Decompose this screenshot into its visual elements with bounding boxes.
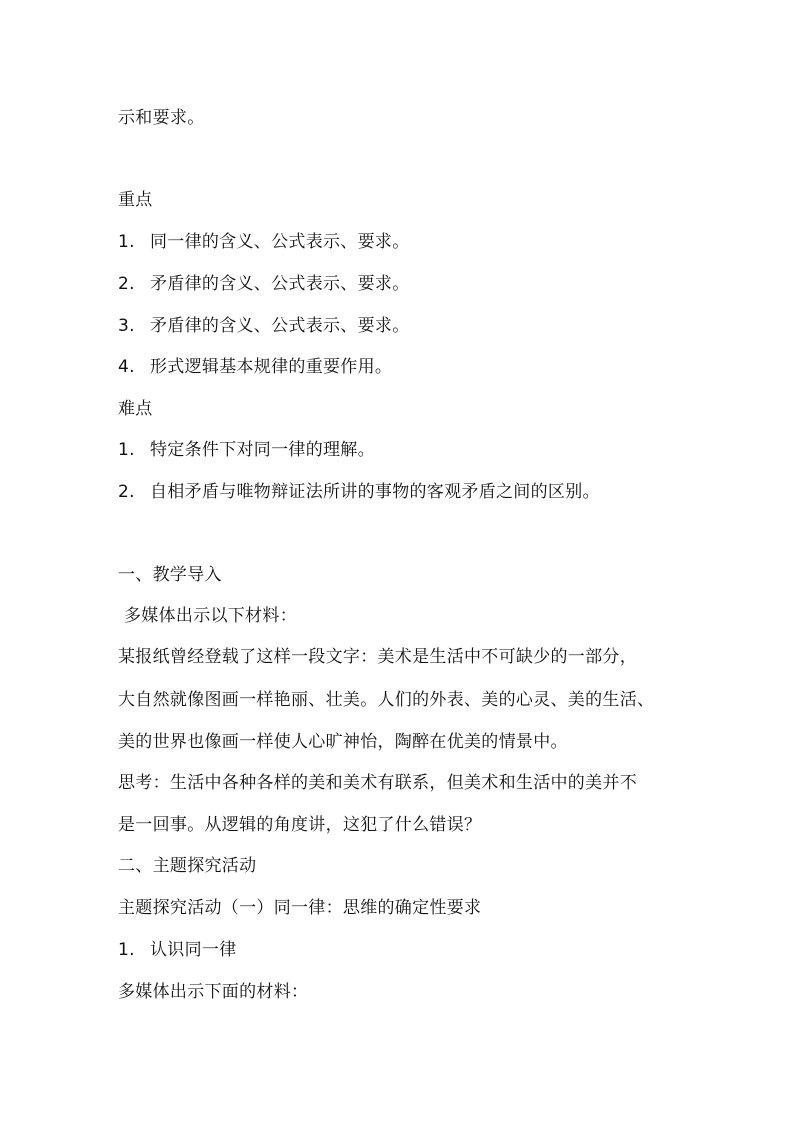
difficulty-item (118, 438, 375, 462)
continued-line: 示和要求。 (118, 108, 205, 128)
item-text: 矛盾律的含义、公式表示、要求。 (150, 316, 410, 336)
section1-intro: 多媒体出示以下材料： (124, 606, 297, 626)
paragraph-line: 美的世界也像画一样使人心旷神怡，陶醉在优美的情景中。 (118, 732, 568, 752)
item-number: 2. (118, 274, 135, 294)
key-point-item (118, 230, 410, 254)
paragraph-line: 大自然就像图画一样艳丽、壮美。人们的外表、美的心灵、美的生活、 (118, 690, 655, 710)
item-text: 同一律的含义、公式表示、要求。 (150, 232, 410, 252)
key-point-item (118, 355, 392, 379)
item-text: 认识同一律 (150, 940, 237, 960)
item-number: 2. (118, 482, 135, 502)
key-point-item (118, 314, 410, 338)
item-text: 形式逻辑基本规律的重要作用。 (150, 357, 393, 377)
section2-intro: 多媒体出示下面的材料： (118, 982, 309, 1002)
paragraph-line: 某报纸曾经登载了这样一段文字：美术是生活中不可缺少的一部分， (118, 647, 637, 667)
key-point-item (118, 272, 410, 296)
question-line: 思考：生活中各种各样的美和美术有联系，但美术和生活中的美并不 (118, 773, 637, 793)
item-text: 自相矛盾与唯物辩证法所讲的事物的客观矛盾之间的区别。 (150, 482, 600, 502)
section2-subheading: 主题探究活动（一）同一律：思维的确定性要求 (118, 898, 482, 918)
section1-heading: 一、教学导入 (118, 565, 222, 585)
item-text: 特定条件下对同一律的理解。 (150, 440, 375, 460)
item-number: 3. (118, 316, 135, 336)
item-number: 1. (118, 440, 135, 460)
item-text: 矛盾律的含义、公式表示、要求。 (150, 274, 410, 294)
difficulties-heading: 难点 (118, 399, 153, 419)
question-line: 是一回事。从逻辑的角度讲，这犯了什么错误？ (118, 815, 482, 835)
difficulty-item (118, 480, 600, 504)
section2-heading: 二、主题探究活动 (118, 856, 257, 876)
key-points-heading: 重点 (118, 190, 153, 210)
section2-item (118, 938, 237, 962)
item-number: 1. (118, 232, 135, 252)
item-number: 1. (118, 940, 135, 960)
item-number: 4. (118, 357, 135, 377)
